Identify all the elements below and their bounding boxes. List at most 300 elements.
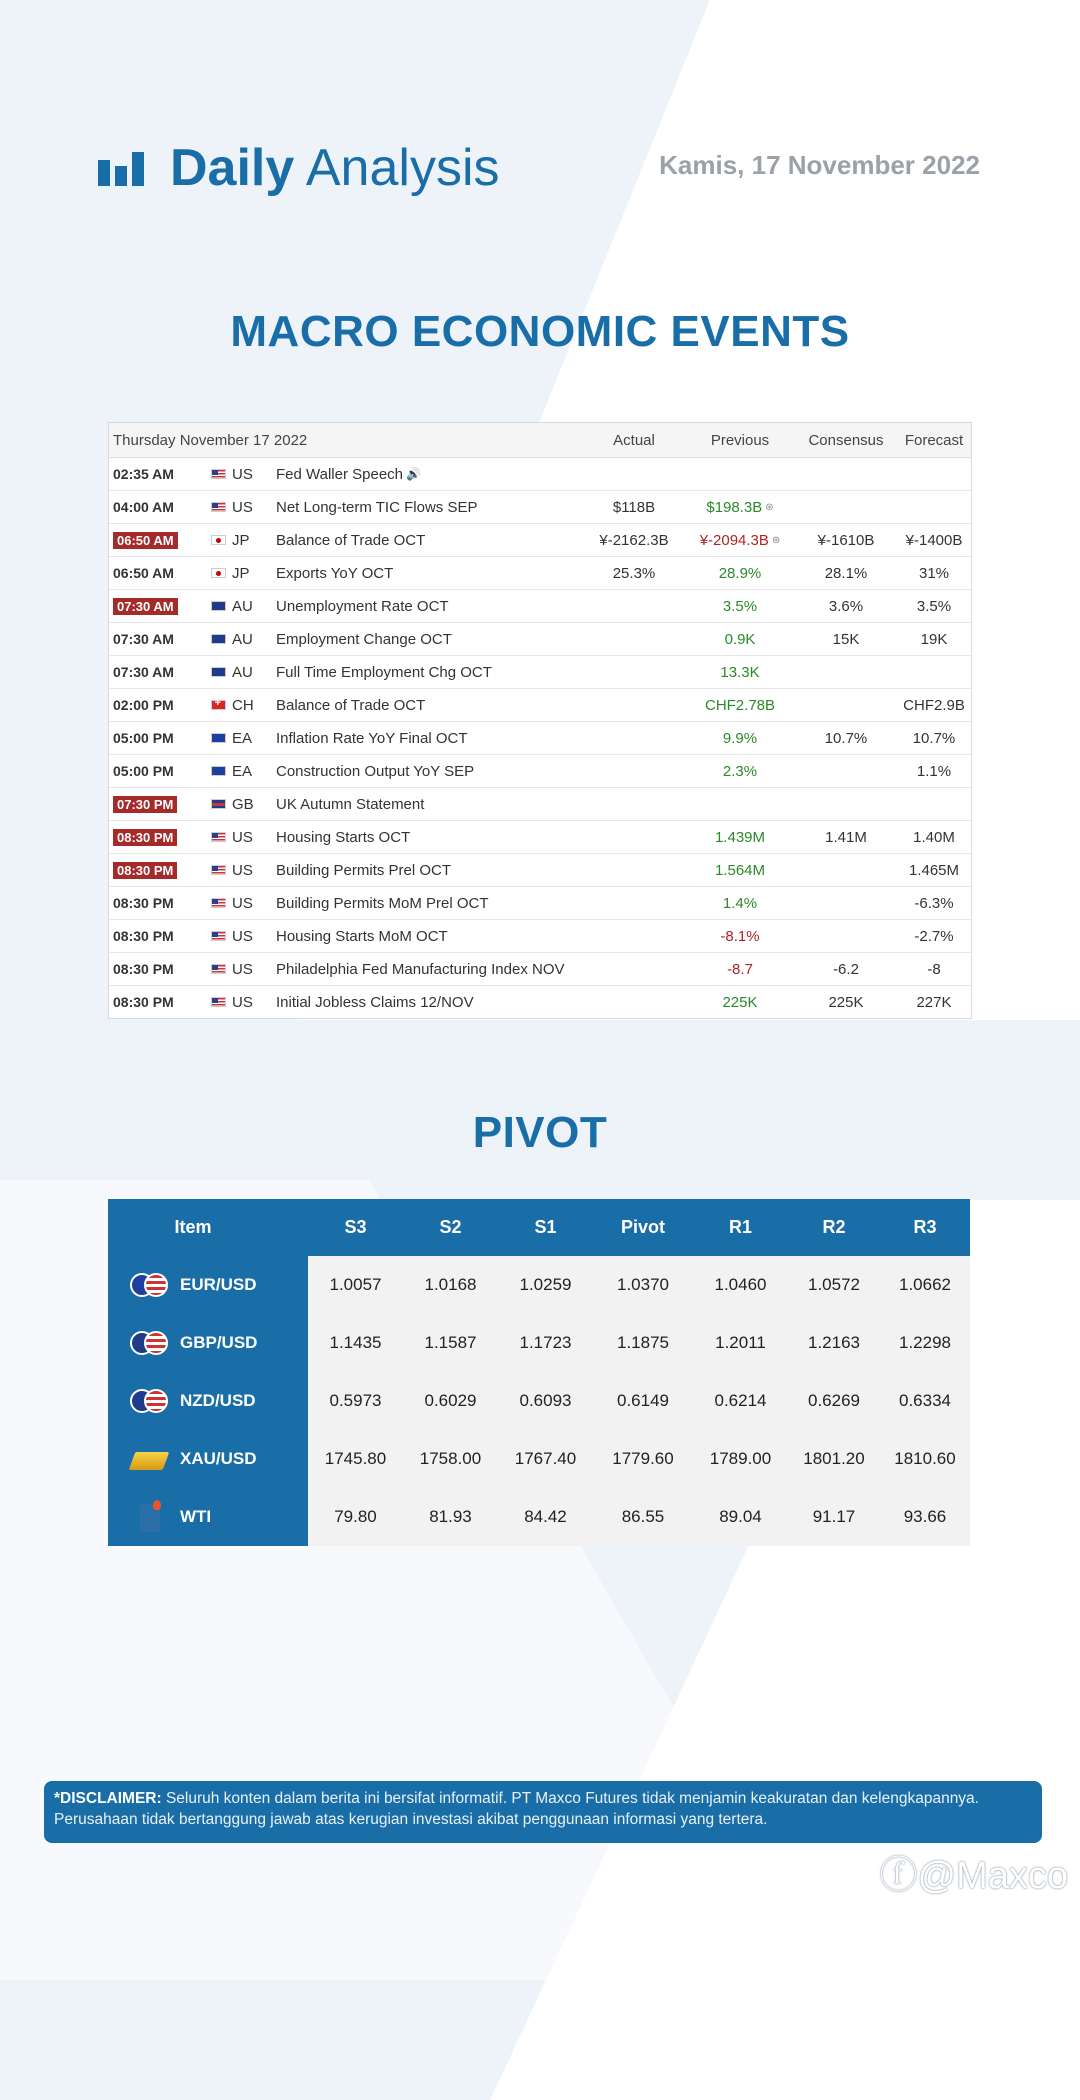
event-forecast xyxy=(897,788,971,820)
event-actual xyxy=(587,722,681,754)
pivot-item-cell xyxy=(108,1488,308,1546)
event-previous: CHF2.78B xyxy=(704,696,776,714)
forecast-header: Forecast xyxy=(904,431,964,449)
flag-cell xyxy=(210,557,226,589)
event-previous: 3.5% xyxy=(722,597,758,615)
event-forecast xyxy=(897,656,971,688)
event-name-cell xyxy=(276,590,586,622)
event-country: US xyxy=(232,993,253,1011)
event-time-cell xyxy=(113,755,208,787)
event-previous: 1.4% xyxy=(722,894,758,912)
event-name: Initial Jobless Claims 12/NOV xyxy=(276,993,474,1011)
pivot-item-cell xyxy=(108,1256,308,1314)
event-previous-cell xyxy=(685,458,795,490)
event-previous: 13.3K xyxy=(720,663,760,681)
pivot-value-r3: 1.2298 xyxy=(899,1333,951,1352)
event-name: Building Permits Prel OCT xyxy=(276,861,452,879)
event-forecast: 1.465M xyxy=(908,861,960,879)
event-country: EA xyxy=(232,762,253,780)
event-name-cell xyxy=(276,788,586,820)
event-name: Housing Starts OCT xyxy=(276,828,411,846)
flag-au-icon xyxy=(211,667,226,677)
nzd-usd-icon xyxy=(130,1386,168,1416)
event-actual xyxy=(587,953,681,985)
pivot-row xyxy=(108,1372,970,1430)
pivot-header-s3: S3 xyxy=(344,1217,367,1237)
pivot-value-r1: 89.04 xyxy=(719,1507,762,1526)
event-consensus xyxy=(795,755,897,787)
event-time-cell xyxy=(113,557,208,589)
event-time: 05:00 PM xyxy=(113,730,174,746)
event-previous: 2.3% xyxy=(722,762,758,780)
event-consensus xyxy=(795,491,897,523)
event-name-cell xyxy=(276,656,586,688)
event-consensus: 225K xyxy=(828,993,864,1011)
pivot-value-s2: 1.1587 xyxy=(424,1333,477,1352)
event-actual xyxy=(587,986,681,1018)
event-country: AU xyxy=(232,630,253,648)
calendar-row xyxy=(109,623,971,656)
event-time: 07:30 PM xyxy=(113,796,177,813)
event-consensus xyxy=(795,458,897,490)
flag-ea-icon xyxy=(211,733,226,743)
event-consensus: 15K xyxy=(832,630,860,648)
pivot-value-r2: 1801.20 xyxy=(803,1449,865,1468)
flag-cell xyxy=(210,491,226,523)
event-country: AU xyxy=(232,663,253,681)
event-previous-cell xyxy=(685,986,795,1018)
calendar-header-row xyxy=(109,423,971,458)
event-previous-cell xyxy=(685,755,795,787)
event-time: 02:35 AM xyxy=(113,466,174,482)
event-name: Employment Change OCT xyxy=(276,630,452,648)
event-country: JP xyxy=(232,531,250,549)
event-previous-cell xyxy=(685,788,795,820)
calendar-row xyxy=(109,755,971,788)
event-time-cell xyxy=(113,920,208,952)
pivot-value-pivot: 1.0370 xyxy=(617,1275,669,1294)
event-consensus xyxy=(795,656,897,688)
event-consensus xyxy=(795,689,897,721)
event-name-cell xyxy=(276,953,586,985)
event-name: Balance of Trade OCT xyxy=(276,531,426,549)
flag-cell xyxy=(210,722,226,754)
pivot-value-r1: 1.0460 xyxy=(714,1275,767,1294)
pivot-table xyxy=(108,1199,970,1546)
flag-cell xyxy=(210,788,226,820)
event-previous-cell xyxy=(685,623,795,655)
event-time: 08:30 PM xyxy=(113,928,174,944)
pivot-value-pivot: 1779.60 xyxy=(612,1449,674,1468)
event-country: US xyxy=(232,960,253,978)
calendar-row xyxy=(109,524,971,557)
event-forecast xyxy=(897,458,971,490)
event-actual: ¥-2162.3B xyxy=(599,531,669,549)
calendar-row xyxy=(109,590,971,623)
flag-us-icon xyxy=(211,898,226,908)
calendar-row xyxy=(109,821,971,854)
pivot-item-name: GBP/USD xyxy=(180,1333,258,1352)
flag-us-icon xyxy=(211,865,226,875)
event-time-cell xyxy=(113,491,208,523)
calendar-row xyxy=(109,854,971,887)
event-name: Housing Starts MoM OCT xyxy=(276,927,448,945)
disclaimer-label: *DISCLAIMER: xyxy=(54,1790,162,1807)
pivot-header-pivot: Pivot xyxy=(620,1217,665,1237)
pivot-value-s2: 0.6029 xyxy=(424,1391,477,1410)
event-name-cell xyxy=(276,821,586,853)
calendar-body xyxy=(109,458,971,1018)
bar-chart-logo-icon xyxy=(98,150,150,186)
flag-cell xyxy=(210,524,226,556)
event-actual xyxy=(587,656,681,688)
event-country: US xyxy=(232,498,253,516)
calendar-row xyxy=(109,557,971,590)
event-time-cell xyxy=(113,887,208,919)
flag-cell xyxy=(210,590,226,622)
event-time: 06:50 AM xyxy=(113,532,178,549)
event-previous: 28.9% xyxy=(718,564,762,582)
pivot-value-r3: 93.66 xyxy=(903,1507,947,1526)
calendar-row xyxy=(109,953,971,986)
event-time-cell xyxy=(113,458,208,490)
event-time: 08:30 PM xyxy=(113,862,177,879)
event-country: US xyxy=(232,465,253,483)
pivot-row xyxy=(108,1430,970,1488)
event-actual xyxy=(587,854,681,886)
event-time-cell xyxy=(113,953,208,985)
event-forecast: CHF2.9B xyxy=(903,696,965,714)
event-previous-cell xyxy=(685,590,795,622)
calendar-row xyxy=(109,722,971,755)
event-actual xyxy=(587,623,681,655)
flag-cell xyxy=(210,821,226,853)
event-name: Building Permits MoM Prel OCT xyxy=(276,894,489,912)
calendar-row xyxy=(109,986,971,1018)
event-previous: -8.7 xyxy=(727,960,753,978)
pivot-value-s1: 1767.40 xyxy=(514,1449,577,1468)
flag-cell xyxy=(210,656,226,688)
event-previous-cell xyxy=(685,524,795,556)
pivot-value-r1: 0.6214 xyxy=(714,1391,767,1410)
pivot-value-s3: 1.1435 xyxy=(329,1333,382,1352)
event-actual xyxy=(587,887,681,919)
flag-cell xyxy=(210,986,226,1018)
pivot-value-r1: 1.2011 xyxy=(715,1333,766,1352)
flag-jp-icon xyxy=(211,568,226,578)
pivot-header-r3: R3 xyxy=(913,1217,937,1237)
event-actual: $118B xyxy=(612,498,656,516)
event-actual xyxy=(587,821,681,853)
event-actual xyxy=(587,689,681,721)
event-previous-cell xyxy=(685,491,795,523)
pivot-value-r2: 1.0572 xyxy=(808,1275,860,1294)
event-time: 04:00 AM xyxy=(113,499,174,515)
event-forecast: -2.7% xyxy=(914,927,954,945)
pivot-row xyxy=(108,1256,970,1314)
pivot-value-s1: 1.1723 xyxy=(519,1333,572,1352)
pivot-item-cell xyxy=(108,1372,308,1430)
pivot-title: PIVOT xyxy=(472,1108,608,1157)
pivot-value-r2: 0.6269 xyxy=(808,1391,860,1410)
event-actual xyxy=(587,788,681,820)
event-forecast: 10.7% xyxy=(912,729,956,747)
flag-ch-icon xyxy=(211,700,226,710)
pivot-value-s2: 81.93 xyxy=(429,1507,472,1526)
event-name-cell xyxy=(276,986,586,1018)
pivot-item-name: EUR/USD xyxy=(180,1275,257,1294)
event-forecast: 1.40M xyxy=(913,828,955,846)
economic-calendar-table xyxy=(108,422,972,1019)
event-previous-cell xyxy=(685,887,795,919)
pivot-value-r2: 1.2163 xyxy=(808,1333,860,1352)
pivot-item-cell xyxy=(108,1430,308,1488)
event-actual xyxy=(587,458,681,490)
flag-ea-icon xyxy=(211,766,226,776)
pivot-value-r1: 1789.00 xyxy=(709,1449,772,1468)
event-previous: -8.1% xyxy=(720,927,760,945)
event-name-cell xyxy=(276,722,586,754)
pivot-value-s2: 1.0168 xyxy=(424,1275,477,1294)
calendar-row xyxy=(109,689,971,722)
event-name: Inflation Rate YoY Final OCT xyxy=(276,729,468,747)
event-previous-cell xyxy=(685,920,795,952)
event-consensus xyxy=(795,854,897,886)
flag-cell xyxy=(210,887,226,919)
flag-cell xyxy=(210,623,226,655)
consensus-header: Consensus xyxy=(808,431,884,449)
pivot-header-s2: S2 xyxy=(439,1217,462,1237)
speaker-icon: 🔊 xyxy=(406,467,421,481)
pivot-value-s3: 79.80 xyxy=(334,1507,377,1526)
flag-gb-icon xyxy=(211,799,226,809)
pivot-header-s1: S1 xyxy=(534,1217,557,1237)
event-time-cell xyxy=(113,854,208,886)
event-previous-cell xyxy=(685,821,795,853)
event-name-cell xyxy=(276,854,586,886)
flag-us-icon xyxy=(211,832,226,842)
event-name: Fed Waller Speech xyxy=(276,465,404,483)
event-name-cell xyxy=(276,524,586,556)
event-actual xyxy=(587,755,681,787)
event-previous-cell xyxy=(685,557,795,589)
event-previous-cell xyxy=(685,689,795,721)
event-forecast: 31% xyxy=(918,564,950,582)
pivot-header-item: Item xyxy=(108,1199,308,1256)
pivot-header-row xyxy=(108,1199,970,1256)
event-time: 02:00 PM xyxy=(113,697,174,713)
event-consensus: 3.6% xyxy=(828,597,864,615)
event-time: 08:30 PM xyxy=(113,829,177,846)
event-name: UK Autumn Statement xyxy=(276,795,425,813)
event-time-cell xyxy=(113,656,208,688)
event-time-cell xyxy=(113,524,208,556)
brand-logo-text xyxy=(170,138,500,198)
flag-au-icon xyxy=(211,601,226,611)
event-previous-cell xyxy=(685,854,795,886)
event-country: US xyxy=(232,894,253,912)
event-name-cell xyxy=(276,557,586,589)
flag-us-icon xyxy=(211,964,226,974)
event-name: Construction Output YoY SEP xyxy=(276,762,475,780)
event-name: Full Time Employment Chg OCT xyxy=(276,663,492,681)
calendar-date-header: Thursday November 17 2022 xyxy=(113,431,308,449)
event-consensus: 1.41M xyxy=(825,828,867,846)
macro-events-title: MACRO ECONOMIC EVENTS xyxy=(230,307,850,356)
flag-cell xyxy=(210,854,226,886)
event-previous-cell xyxy=(685,656,795,688)
event-name: Exports YoY OCT xyxy=(276,564,394,582)
event-time-cell xyxy=(113,590,208,622)
event-previous: 1.564M xyxy=(714,861,766,879)
flag-cell xyxy=(210,920,226,952)
event-consensus xyxy=(795,887,897,919)
event-previous: 0.9K xyxy=(724,630,756,648)
watermark: ⓕ@Maxco xyxy=(879,1855,1068,1897)
event-name-cell xyxy=(276,491,586,523)
flag-cell xyxy=(210,689,226,721)
event-time: 07:30 AM xyxy=(113,664,174,680)
pivot-value-r3: 1.0662 xyxy=(899,1275,951,1294)
event-time-cell xyxy=(113,788,208,820)
previous-header: Previous xyxy=(710,431,770,449)
revised-icon: ⊛ xyxy=(771,534,781,546)
event-previous: 9.9% xyxy=(722,729,758,747)
event-time: 07:30 AM xyxy=(113,631,174,647)
actual-header: Actual xyxy=(613,431,655,449)
calendar-row xyxy=(109,920,971,953)
event-previous-cell xyxy=(685,953,795,985)
event-name-cell xyxy=(276,458,586,490)
event-name-cell xyxy=(276,887,586,919)
pivot-value-pivot: 1.1875 xyxy=(617,1333,669,1352)
event-country: US xyxy=(232,927,253,945)
event-actual xyxy=(587,590,681,622)
event-forecast: -8 xyxy=(927,960,941,978)
flag-us-icon xyxy=(211,502,226,512)
event-consensus: 10.7% xyxy=(824,729,868,747)
event-consensus: 28.1% xyxy=(824,564,868,582)
eur-usd-icon xyxy=(130,1270,168,1300)
event-name: Unemployment Rate OCT xyxy=(276,597,449,615)
event-forecast: 19K xyxy=(920,630,948,648)
gold-icon xyxy=(130,1444,168,1474)
event-country: US xyxy=(232,828,253,846)
flag-cell xyxy=(210,755,226,787)
event-country: AU xyxy=(232,597,253,615)
pivot-value-r3: 1810.60 xyxy=(894,1449,956,1468)
pivot-value-s3: 1745.80 xyxy=(324,1449,387,1468)
pivot-header-r1: R1 xyxy=(728,1217,752,1237)
flag-us-icon xyxy=(211,997,226,1007)
pivot-value-s1: 0.6093 xyxy=(519,1391,572,1410)
event-previous: 1.439M xyxy=(714,828,766,846)
event-previous: $198.3B xyxy=(706,498,763,516)
disclaimer-box xyxy=(44,1781,1042,1843)
event-country: JP xyxy=(232,564,250,582)
event-consensus xyxy=(795,920,897,952)
event-forecast: 1.1% xyxy=(916,762,952,780)
event-country: EA xyxy=(232,729,253,747)
event-name-cell xyxy=(276,755,586,787)
calendar-row xyxy=(109,656,971,689)
pivot-item-name: WTI xyxy=(180,1507,212,1526)
event-consensus: ¥-1610B xyxy=(817,531,875,549)
event-name: Balance of Trade OCT xyxy=(276,696,426,714)
brand-light: Analysis xyxy=(305,139,500,197)
flag-jp-icon xyxy=(211,535,226,545)
event-actual xyxy=(587,920,681,952)
event-actual: 25.3% xyxy=(612,564,656,582)
event-previous: ¥-2094.3B xyxy=(699,531,769,549)
header-date: Kamis, 17 November 2022 xyxy=(659,150,980,180)
event-name-cell xyxy=(276,689,586,721)
disclaimer-text: Seluruh konten dalam berita ini bersifat informatif. PT Maxco Futures tidak menjamin keakuratan dan kelengkapannya. Perusahaan tidak bertanggung jawab atas kerugian investasi akibat penggunaan informasi yang tertera. xyxy=(54,1790,979,1828)
flag-cell xyxy=(210,458,226,490)
event-forecast: ¥-1400B xyxy=(905,531,963,549)
flag-cell xyxy=(210,953,226,985)
event-country: CH xyxy=(232,696,254,714)
event-name: Net Long-term TIC Flows SEP xyxy=(276,498,478,516)
calendar-row xyxy=(109,788,971,821)
calendar-row xyxy=(109,887,971,920)
event-time-cell xyxy=(113,722,208,754)
calendar-row xyxy=(109,458,971,491)
event-time: 05:00 PM xyxy=(113,763,174,779)
pivot-value-pivot: 0.6149 xyxy=(617,1391,669,1410)
event-forecast: 227K xyxy=(916,993,952,1011)
event-name: Philadelphia Fed Manufacturing Index NOV xyxy=(276,960,565,978)
pivot-item-name: NZD/USD xyxy=(180,1391,256,1410)
event-time-cell xyxy=(113,689,208,721)
pivot-body xyxy=(108,1256,970,1546)
pivot-value-s3: 0.5973 xyxy=(329,1391,382,1410)
pivot-header-r2: R2 xyxy=(822,1217,846,1237)
event-name-cell xyxy=(276,920,586,952)
event-time: 06:50 AM xyxy=(113,565,174,581)
flag-us-icon xyxy=(211,931,226,941)
event-name-cell xyxy=(276,623,586,655)
event-previous-cell xyxy=(685,722,795,754)
pivot-value-s1: 84.42 xyxy=(524,1507,567,1526)
event-time-cell xyxy=(113,821,208,853)
brand-bold: Daily xyxy=(170,139,295,197)
pivot-item-cell xyxy=(108,1314,308,1372)
flag-us-icon xyxy=(211,469,226,479)
calendar-row xyxy=(109,491,971,524)
event-country: GB xyxy=(232,795,254,813)
event-forecast xyxy=(897,491,971,523)
oil-barrel-icon xyxy=(130,1502,168,1532)
gbp-usd-icon xyxy=(130,1328,168,1358)
flag-au-icon xyxy=(211,634,226,644)
event-time: 07:30 AM xyxy=(113,598,178,615)
pivot-item-name: XAU/USD xyxy=(180,1449,257,1468)
event-time: 08:30 PM xyxy=(113,961,174,977)
event-time: 08:30 PM xyxy=(113,994,174,1010)
event-time: 08:30 PM xyxy=(113,895,174,911)
event-forecast: 3.5% xyxy=(916,597,952,615)
event-previous: 225K xyxy=(722,993,758,1011)
event-consensus xyxy=(795,788,897,820)
pivot-value-s3: 1.0057 xyxy=(329,1275,382,1294)
event-country: US xyxy=(232,861,253,879)
pivot-row xyxy=(108,1314,970,1372)
event-consensus: -6.2 xyxy=(833,960,859,978)
pivot-value-s2: 1758.00 xyxy=(419,1449,482,1468)
pivot-value-r2: 91.17 xyxy=(812,1507,856,1526)
event-forecast: -6.3% xyxy=(914,894,954,912)
